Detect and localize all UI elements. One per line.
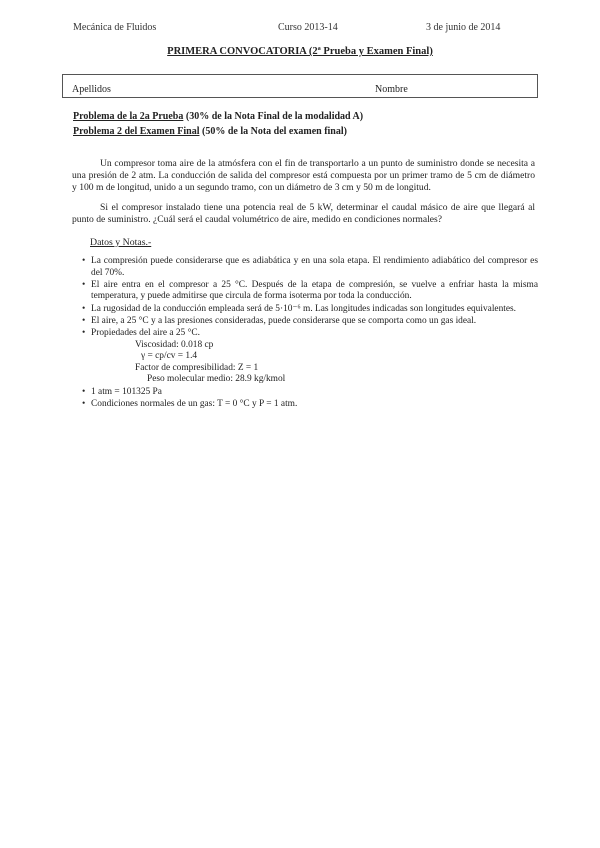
student-name-box[interactable] — [62, 74, 538, 98]
course-name: Mecánica de Fluidos — [73, 22, 157, 33]
note-text: Condiciones normales de un gas: T = 0 °C y P = 1 atm. — [91, 398, 298, 409]
property-item: Viscosidad: 0.018 cp — [135, 339, 214, 350]
notes-list — [82, 256, 538, 411]
note-item — [82, 304, 538, 316]
note-item — [82, 256, 538, 279]
bullet-icon: • — [82, 279, 86, 290]
exam-title: PRIMERA CONVOCATORIA (2ª Prueba y Examen Final) — [167, 46, 433, 57]
surname-label: Apellidos — [72, 84, 111, 95]
problem-line-2 — [73, 126, 347, 137]
property-item: γ = cp/cv = 1.4 — [141, 351, 198, 362]
note-item — [82, 280, 538, 303]
properties-list — [91, 340, 538, 386]
note-text: 1 atm = 101325 Pa — [91, 386, 162, 397]
note-item — [82, 399, 538, 411]
properties-heading: Propiedades del aire a 25 °C. — [91, 327, 200, 338]
notes-heading: Datos y Notas.- — [90, 237, 152, 248]
name-label: Nombre — [375, 84, 408, 95]
statement-paragraph-1: Un compresor toma aire de la atmósfera con el fin de transportarlo a un punto de suministro donde se necesita a una presión de 2 atm. La conducción de salida del compresor está compuesta por un primer tramo de 5 cm de diámetro y 100 m de longitud, unido a un segundo tramo, con un diámetro de 3 cm y 50 m de longitud. — [72, 158, 535, 193]
bullet-icon: • — [82, 398, 86, 409]
note-text: El aire, a 25 °C y a las presiones consideradas, puede considerarse que se comporta como un gas ideal. — [91, 315, 477, 326]
property-item: Factor de compresibilidad: Z = 1 — [135, 362, 259, 373]
exam-date: 3 de junio de 2014 — [426, 22, 501, 33]
note-item — [82, 387, 538, 399]
property-item: Peso molecular medio: 28.9 kg/kmol — [147, 374, 286, 385]
note-text: El aire entra en el compresor a 25 °C. Después de la etapa de compresión, se vuelve a enfriar hasta la misma temperatura, y puede admitirse que circula de forma isoterma por toda la conducción. — [91, 279, 538, 302]
note-text: La rugosidad de la conducción empleada será de 5·10⁻⁶ m. Las longitudes indicadas son longitudes equivalentes. — [91, 303, 517, 314]
problem-line-2-weight: (50% de la Nota del examen final) — [199, 126, 347, 137]
note-item — [82, 316, 538, 328]
note-item-properties — [82, 328, 538, 386]
bullet-icon: • — [82, 303, 86, 314]
bullet-icon: • — [82, 386, 86, 397]
bullet-icon: • — [82, 315, 86, 326]
problem-line-1-title: Problema de la 2a Prueba — [73, 111, 184, 122]
course-year: Curso 2013-14 — [278, 22, 338, 33]
problem-line-2-title: Problema 2 del Examen Final — [73, 126, 200, 137]
problem-line-1 — [73, 111, 363, 122]
bullet-icon: • — [82, 256, 86, 266]
statement-paragraph-2: Si el compresor instalado tiene una potencia real de 5 kW, determinar el caudal másico de aire que llegará al punto de suministro. ¿Cuál será el caudal volumétrico de aire, medido en condiciones normales? — [72, 202, 535, 225]
problem-line-1-weight: (30% de la Nota Final de la modalidad A) — [183, 111, 364, 122]
bullet-icon: • — [82, 327, 86, 338]
note-text: La compresión puede considerarse que es adiabática y en una sola etapa. El rendimiento adiabático del compresor es del 70%. — [91, 256, 538, 278]
